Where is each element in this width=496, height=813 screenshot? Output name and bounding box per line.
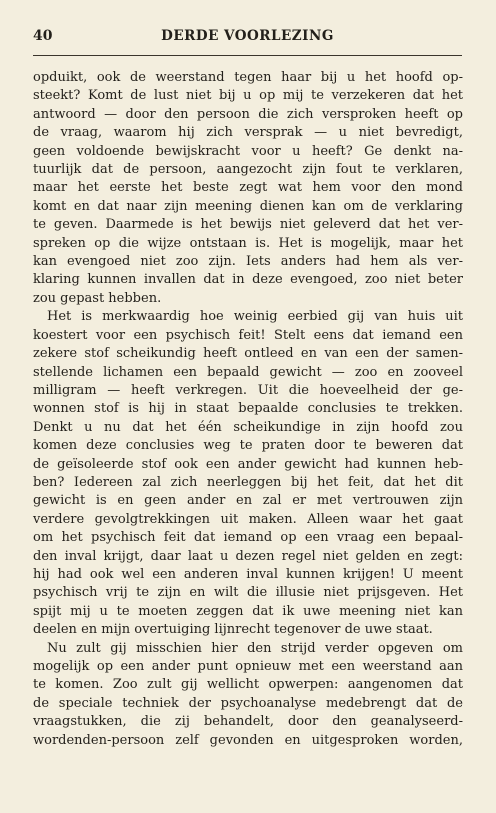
header-rule	[33, 55, 462, 56]
text-line: opduikt, ook de weerstand tegen haar bij u het hoofd op-	[33, 70, 463, 85]
text-line: de speciale techniek der psychoanalyse medebrengt dat de	[33, 695, 463, 711]
text-line: verdere gevolgtrekkingen uit maken. Alleen waar het gaat	[33, 511, 463, 527]
text-line: Nu zult gij misschien hier den strijd verder opgeven om	[47, 640, 463, 656]
text-line: de vraag, waarom hij zich versprak — u niet bevredigt,	[33, 125, 463, 141]
text-line: klaring kunnen invallen dat in deze evengoed, zoo niet beter	[33, 272, 463, 288]
text-line: steekt? Komt de lust niet bij u op mij te verzekeren dat het	[33, 88, 463, 104]
text-line: gewicht is en geen ander en zal er met vertrouwen zijn	[33, 493, 463, 509]
text-line: te geven. Daarmede is het bewijs niet geleverd dat het ver-	[33, 217, 463, 233]
text-line: koestert voor een psychisch feit! Stelt eens dat iemand een	[33, 327, 463, 343]
text-line: geen voldoende bewijskracht voor u heeft? Ge denkt na-	[33, 143, 463, 159]
text-line: komt en dat naar zijn meening dienen kan om de verklaring	[33, 198, 463, 214]
text-line: zekere stof scheikundig heeft ontleed en van een der samen-	[33, 346, 463, 362]
text-line: mogelijk op een ander punt opnieuw met een weerstand aan	[33, 659, 463, 674]
text-line: den inval krijgt, daar laat u dezen regel niet gelden en zegt:	[33, 548, 463, 564]
text-line: wonnen stof is hij in staat bepaalde conclusies te trekken.	[33, 401, 463, 417]
text-line: Denkt u nu dat het één scheikundige in zijn hoofd zou	[33, 419, 463, 435]
text-line: deelen en mijn overtuiging lijnrecht tegenover de uwe staat.	[33, 622, 433, 638]
text-line: wordenden-persoon zelf gevonden en uitgesproken worden,	[33, 732, 463, 748]
text-line: te komen. Zoo zult gij wellicht opwerpen: aangenomen dat	[33, 677, 463, 693]
text-line: komen deze conclusies weg te praten door te beweren dat	[33, 438, 463, 454]
text-line: ben? Iedereen zal zich neerleggen bij het feit, dat het dit	[33, 474, 463, 490]
text-line: zou gepast hebben.	[33, 290, 162, 306]
page-number: 40	[33, 28, 53, 44]
page-header	[33, 28, 462, 48]
text-line: hij had ook wel een anderen inval kunnen krijgen! U meent	[33, 566, 463, 582]
text-line: kan evengoed niet zoo zijn. Iets anders had hem als ver-	[33, 254, 463, 270]
text-line: Het is merkwaardig hoe weinig eerbied gij van huis uit	[47, 309, 463, 325]
text-line: maar het eerste het beste zegt wat hem voor den mond	[33, 180, 463, 196]
text-line: spijt mij u te moeten zeggen dat ik uwe meening niet kan	[33, 603, 463, 619]
text-line: om het psychisch feit dat iemand op een vraag een bepaal-	[33, 530, 463, 546]
text-line: spreken op die wijze ontstaan is. Het is mogelijk, maar het	[33, 235, 463, 251]
body-text	[33, 69, 463, 750]
text-line: milligram — heeft verkregen. Uit die hoeveelheid der ge-	[33, 382, 463, 398]
text-line: stellende lichamen een bepaald gewicht — zoo en zooveel	[33, 364, 463, 380]
text-line: tuurlijk dat de persoon, aangezocht zijn fout te verklaren,	[33, 162, 463, 178]
running-title: DERDE VOORLEZING	[161, 28, 334, 44]
text-line: vraagstukken, die zij behandelt, door den geanalyseerd-	[33, 714, 463, 730]
text-line: psychisch vrij te zijn en wilt die illusie niet prijsgeven. Het	[33, 585, 463, 601]
text-line: antwoord — door den persoon die zich versproken heeft op	[33, 106, 463, 122]
text-line: de geïsoleerde stof ook een ander gewicht had kunnen heb-	[33, 456, 463, 472]
